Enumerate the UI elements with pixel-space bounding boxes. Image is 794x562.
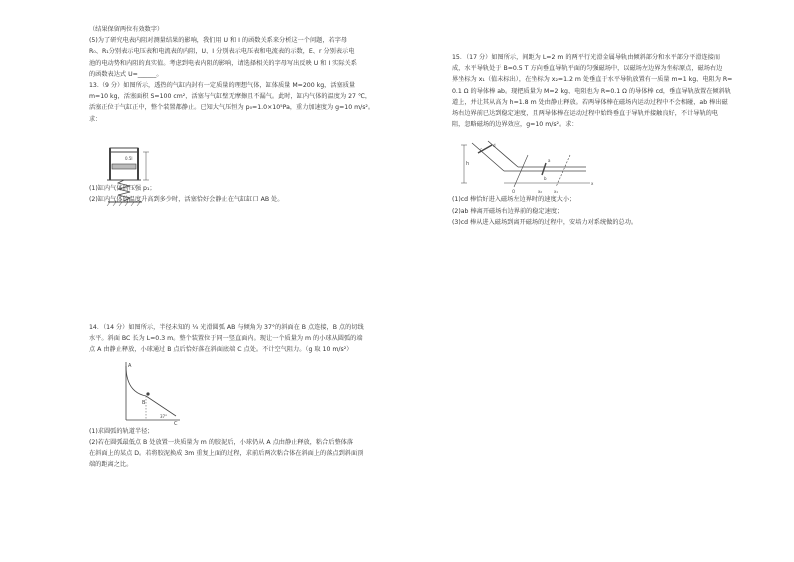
point-a-label: A [128, 363, 132, 369]
q15-line: 界坐标为 x₁（值未标出），在坐标为 x₂=1.2 m 处垂直于水平导轨放置有一质量 m=1 kg、电阻为 R= [452, 76, 733, 84]
q14-line: 水平。斜面 BC 长为 L=0.3 m。整个装置位于同一竖直面内。现让一个质量为 m 的小球从圆弧的端 [89, 335, 363, 343]
q15-line: 15．（17 分）如图所示，间距为 L=2 m 的两平行光滑金属导轨由倾斜部分和水平部分平滑连接而 [452, 54, 721, 61]
angle-label: 37° [160, 414, 168, 419]
q12-line: R₀、R₁分别表示电压表和电流表的内阻，U、I 分别表示电压表和电流表的示数，E、r 分别表示电 [89, 48, 355, 56]
q15-line: 道上，并让其从高为 h=1.8 m 处由静止释放。若两导体棒在磁场内运动过程中不会相碰，ab 棒出磁 [452, 98, 728, 106]
point-b-label: B [142, 400, 146, 406]
q15-line: 阻，忽略磁场的边界效应，g=10 m/s²。求： [452, 121, 578, 129]
point-c-label: C [174, 421, 178, 427]
arc-incline-figure [112, 358, 184, 428]
x-axis-label: x [591, 181, 594, 186]
q12-line: 池的电动势和内阻的真实值。考虑到电表内阻的影响，请选择相关的字母写出反映 U 和 I 实际关系 [89, 59, 357, 67]
q14-sub: 在斜面上的某点 D。若将胶泥换成 3m 重复上面的过程，求前后两次粘合体在斜面上的落点到斜面顶 [89, 450, 364, 458]
q12-line: 的函数表达式 U=______。 [89, 70, 163, 78]
rod-d-label: d [493, 143, 496, 148]
origin-label: O [512, 189, 516, 194]
x1-label: x₁ [554, 189, 558, 194]
q14-sub: 端的距离之比。 [89, 461, 133, 469]
height-label: h [466, 161, 470, 167]
rod-a-label: a [548, 158, 551, 163]
rod-c-label: c [480, 147, 483, 152]
q15-line: 场右边界前已达到稳定速度，且两导体棒在运动过程中始终垂直于导轨并接触良好，不计导轨的电 [452, 110, 719, 118]
precision-note: （结果保留两位有效数字） [89, 26, 164, 33]
q13-sub: (1)缸内气体的压强 p₁； [89, 184, 156, 192]
dim-label: 0.5l [125, 156, 133, 161]
q12-line: (5)为了研究电表内阻对测量结果的影响，我们用 U 和 I 的函数关系来分析这一个问题，若字母 [89, 37, 348, 45]
q13-line: 13.（9 分）如图所示，透热的气缸内封有一定质量的理想气体，缸体质量 M=200 kg，活塞质量 [89, 82, 356, 90]
q13-line: 活塞正位于气缸正中，整个装置都静止。已知大气压恒为 p₀=1.0×10⁵Pa，重力加速度为 g=10 m/s²。 [89, 104, 375, 112]
rails-figure [458, 135, 598, 199]
q14-sub: (1)求圆弧的轨道半径； [89, 427, 154, 435]
q15-line: 成，水平导轨处于 B=0.5 T 方向垂直导轨平面的匀强磁场中，以磁场左边界为坐标原点，磁场右边 [452, 65, 723, 73]
q14-line: 点 A 由静止释放，小球通过 B 点后恰好落在斜面底端 C 点处。不计空气阻力。（g 取 10 m/s²） [89, 346, 353, 354]
q15-sub: (2)ab 棒离开磁场右边界前的稳定速度； [452, 207, 564, 215]
q15-line: 0.1 Ω 的导体棒 ab。现把质量为 M=2 kg、电阻也为 R=0.1 Ω 的导体棒 cd，垂直导轨放置在倾斜轨 [452, 87, 731, 95]
q13-line: 求： [89, 115, 102, 123]
q13-line: m=10 kg，活塞面积 S=100 cm²，活塞与气缸壁无摩擦且不漏气。此时，缸内气体的温度为 27 ℃， [89, 93, 372, 101]
q13-sub: (2)缸内气体的温度升高到多少时，活塞恰好会静止在气缸缸口 AB 处。 [89, 196, 284, 204]
q14-line: 14．（14 分）如图所示，半径未知的 ¼ 光滑圆弧 AB 与倾角为 37°的斜面在 B 点连接，B 点的切线 [89, 324, 364, 331]
rod-b-label: b [544, 176, 547, 181]
x2-label: x₂ [538, 189, 542, 194]
cylinder-spring-figure [100, 146, 160, 210]
q15-sub: (3)cd 棒从进入磁场到离开磁场的过程中，安培力对系统做的总功。 [452, 218, 638, 226]
q14-sub: (2)若在圆弧最低点 B 处放置一块质量为 m 的胶泥后，小球仍从 A 点由静止释放，粘合后整体落 [89, 438, 354, 446]
q15-sub: (1)cd 棒恰好进入磁场左边界时的速度大小； [452, 196, 576, 204]
